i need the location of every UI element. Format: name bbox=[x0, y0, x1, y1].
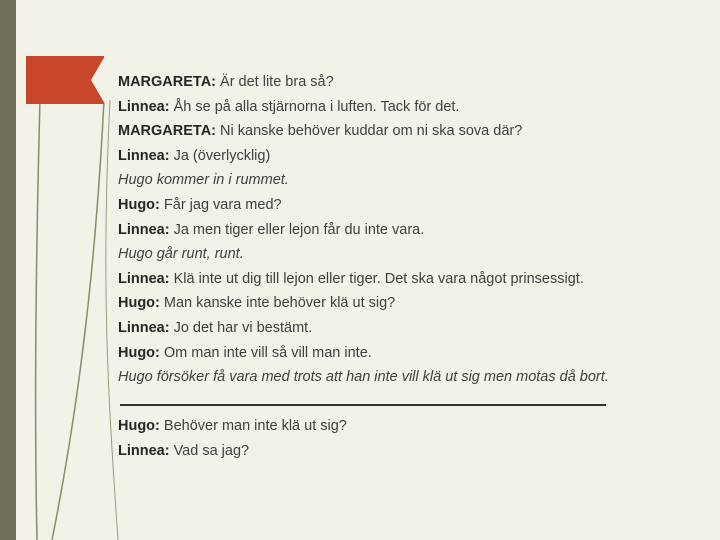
dialogue-line bbox=[118, 220, 708, 245]
speaker-name: Linnea: bbox=[118, 319, 170, 336]
stage-direction bbox=[118, 170, 708, 195]
line-text: Om man inte vill så vill man inte. bbox=[159, 344, 372, 361]
speaker-name: Hugo: bbox=[118, 344, 160, 361]
stage-direction-text: Hugo försöker få vara med trots att han inte vill klä ut sig men motas då bort. bbox=[118, 369, 609, 386]
divider-line bbox=[118, 392, 708, 417]
dialogue-line bbox=[118, 293, 708, 318]
speaker-name: Linnea: bbox=[118, 98, 170, 115]
speaker-name: Hugo: bbox=[118, 295, 160, 312]
dialogue-line bbox=[118, 416, 708, 441]
dialogue-line bbox=[118, 72, 708, 97]
line-text: Ni kanske behöver kuddar om ni ska sova där? bbox=[216, 123, 523, 140]
dialogue-line bbox=[118, 146, 708, 171]
speaker-name: Linnea: bbox=[118, 442, 170, 459]
line-text: Ja men tiger eller lejon får du inte vara. bbox=[169, 221, 425, 238]
line-text: Får jag vara med? bbox=[159, 196, 282, 213]
stage-direction-text: Hugo kommer in i rummet. bbox=[118, 172, 289, 189]
dialogue-line bbox=[118, 318, 708, 343]
stage-direction bbox=[118, 244, 708, 269]
line-text: Man kanske inte behöver klä ut sig? bbox=[159, 295, 396, 312]
line-text: Vad sa jag? bbox=[169, 442, 250, 459]
speaker-name: Hugo: bbox=[118, 196, 160, 213]
line-text: Jo det har vi bestämt. bbox=[169, 319, 313, 336]
line-text: Är det lite bra så? bbox=[216, 74, 334, 90]
speaker-name: Linnea: bbox=[118, 270, 170, 287]
speaker-name: Linnea: bbox=[118, 221, 170, 238]
dialogue-line bbox=[118, 195, 708, 220]
accent-tab bbox=[26, 56, 104, 104]
dialogue-line bbox=[118, 441, 708, 466]
line-text: Behöver man inte klä ut sig? bbox=[159, 418, 347, 435]
speaker-name: Hugo: bbox=[118, 418, 160, 435]
speaker-name: MARGARETA: bbox=[118, 74, 216, 90]
dialogue-line bbox=[118, 269, 708, 294]
stage-direction bbox=[118, 367, 708, 392]
dialogue-text bbox=[118, 72, 708, 466]
speaker-name: Linnea: bbox=[118, 147, 170, 164]
line-text: Klä inte ut dig till lejon eller tiger. Det ska vara något prinsessigt. bbox=[169, 270, 584, 287]
line-text: Ja (överlycklig) bbox=[169, 147, 271, 164]
stage-direction-text: Hugo går runt, runt. bbox=[118, 246, 244, 263]
speaker-name: MARGARETA: bbox=[118, 123, 216, 140]
dialogue-line bbox=[118, 343, 708, 368]
line-text: Åh se på alla stjärnorna i luften. Tack för det. bbox=[169, 98, 460, 115]
dialogue-line bbox=[118, 121, 708, 146]
dialogue-line bbox=[118, 97, 708, 122]
